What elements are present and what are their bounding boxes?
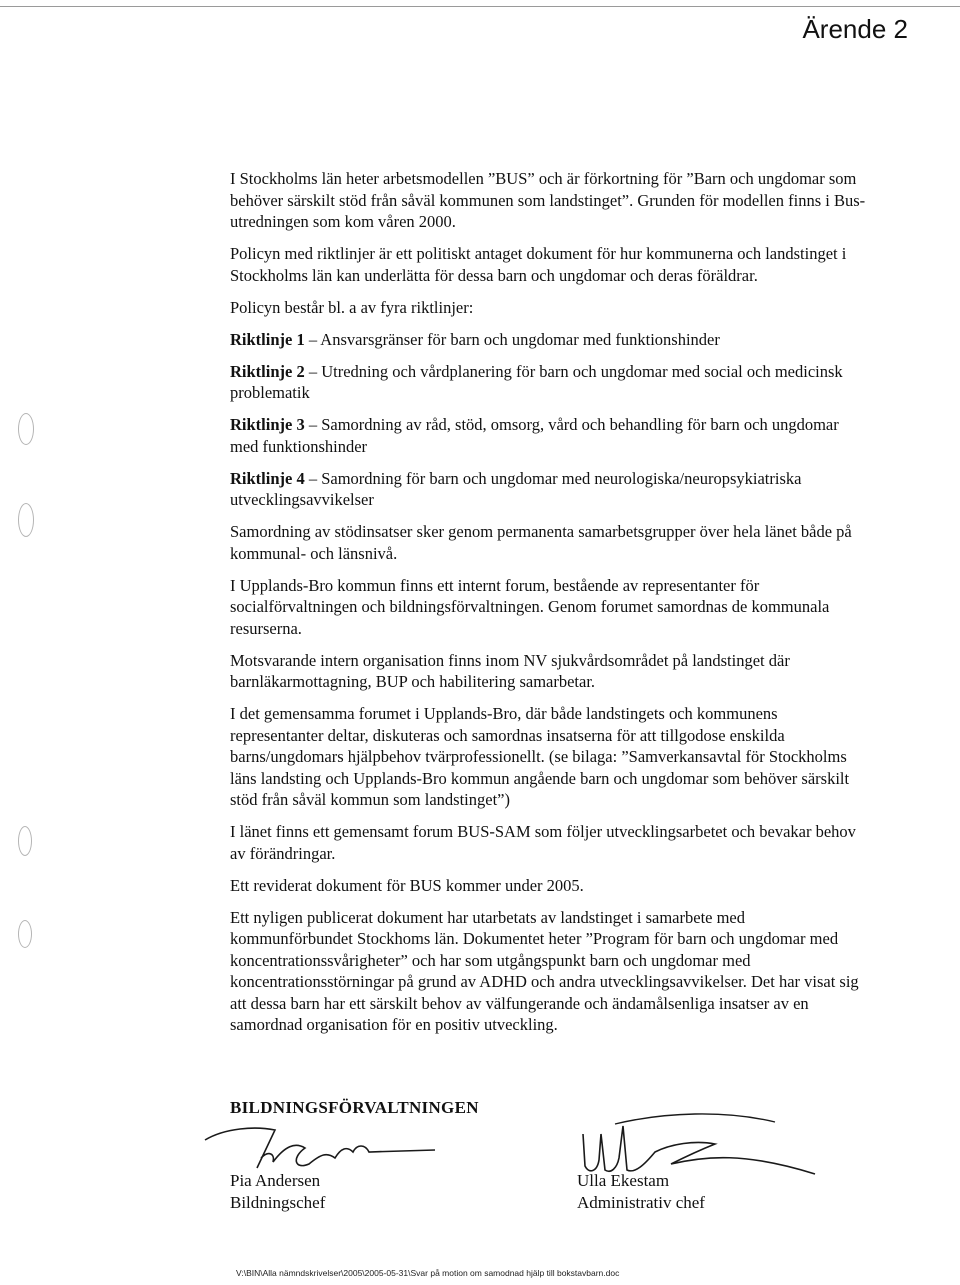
signatory-name: Pia Andersen xyxy=(230,1171,321,1190)
paragraph: Ett reviderat dokument för BUS kommer under 2005. xyxy=(230,875,584,895)
guideline-text: – Samordning av råd, stöd, omsorg, vård och behandling för barn och ungdomar med funktionshinder xyxy=(230,415,839,456)
guideline-text: – Utredning och vårdplanering för barn och ungdomar med social och medicinsk problematik xyxy=(230,361,843,402)
paragraph: I Stockholms län heter arbetsmodellen ”BUS” och är förkortning för ”Barn och ungdomar som behöver särskilt stöd från såväl kommunen som landstinget”. Grunden för modellen finns i Bus-utredningen som kom våren 2000. xyxy=(230,169,866,231)
punch-hole xyxy=(18,826,32,856)
file-path-footer: V:\BIN\Alla nämndskrivelser\2005\2005-05-31\Svar på motion om samodnad hjälp till bokstavbarn.doc xyxy=(236,1268,620,1278)
guideline-label: Riktlinje 3 xyxy=(230,415,305,434)
signatory-left xyxy=(230,1170,325,1214)
punch-hole xyxy=(18,413,34,445)
document-body xyxy=(230,168,870,1046)
page-header-title: Ärende 2 xyxy=(802,14,908,44)
signatory-title: Administrativ chef xyxy=(577,1193,705,1212)
punch-hole xyxy=(18,920,32,948)
guideline-label: Riktlinje 4 xyxy=(230,468,305,488)
paragraph: I Upplands-Bro kommun finns ett internt forum, bestående av representanter för socialförvaltningen och bildningsförvaltningen. Genom forumet samordnas de kommunala resurserna. xyxy=(230,575,830,638)
guideline-item xyxy=(230,329,870,351)
scan-top-edge xyxy=(0,6,960,7)
signatory-name: Ulla Ekestam xyxy=(577,1171,670,1190)
guideline-text: – Samordning för barn och ungdomar med neurologiska/neuropsykiatriska utvecklingsavvikelser xyxy=(230,468,802,509)
paragraph: Policyn med riktlinjer är ett politiskt antaget dokument för hur kommunerna och landstinget i Stockholms län kan underlätta för dessa barn och ungdomar och deras föräldrar. xyxy=(230,244,847,285)
signatory-right xyxy=(577,1170,705,1214)
punch-hole xyxy=(18,503,34,537)
guideline-label: Riktlinje 1 xyxy=(230,329,305,349)
signatory-title: Bildningschef xyxy=(230,1193,326,1212)
guideline-label: Riktlinje 2 xyxy=(230,361,305,381)
guideline-item xyxy=(230,468,870,511)
paragraph: I länet finns ett gemensamt forum BUS-SAM som följer utvecklingsarbetet och bevakar behov av förändringar. xyxy=(230,822,856,863)
guideline-item xyxy=(230,361,870,404)
paragraph: Motsvarande intern organisation finns inom NV sjukvårdsområdet på landstinget där barnläkarmottagning, BUP och habilitering samarbetar. xyxy=(230,650,790,691)
paragraph: I det gemensamma forumet i Upplands-Bro, där både landstingets och kommunens representanter deltar, diskuteras och samordnas insatserna för att tillgodose enskilda barns/ungdomars hjälpbehov tvärprofessionellt. (se bilaga: ”Samverkansavtal för Stockholms läns landsting och Upplands-Bro kommun angående barn och ungdomar som behöver särskilt stöd från såväl kommun som landstinget”) xyxy=(230,704,850,809)
paragraph: Policyn består bl. a av fyra riktlinjer: xyxy=(230,297,474,317)
guideline-item xyxy=(230,414,870,457)
paragraph: Samordning av stödinsatser sker genom permanenta samarbetsgrupper över hela länet både på kommunal- och länsnivå. xyxy=(230,522,852,563)
signature-organization: BILDNINGSFÖRVALTNINGEN xyxy=(230,1098,479,1117)
paragraph: Ett nyligen publicerat dokument har utarbetats av landstinget i samarbete med kommunförbundet Stockhoms län. Dokumentet heter ”Program för barn och ungdomar med koncentrationssvårigheter” och har som utgångspunkt barn och ungdomar med koncentrationsstörningar på grund av ADHD och andra utvecklingsavvikelser. Det har visat sig att dessa barn har ett särskilt behov av välfungerande och ändamålsenliga insatser av en samordnad organisation för en positiv utveckling. xyxy=(230,907,859,1034)
guideline-text: – Ansvarsgränser för barn och ungdomar med funktionshinder xyxy=(304,329,720,349)
